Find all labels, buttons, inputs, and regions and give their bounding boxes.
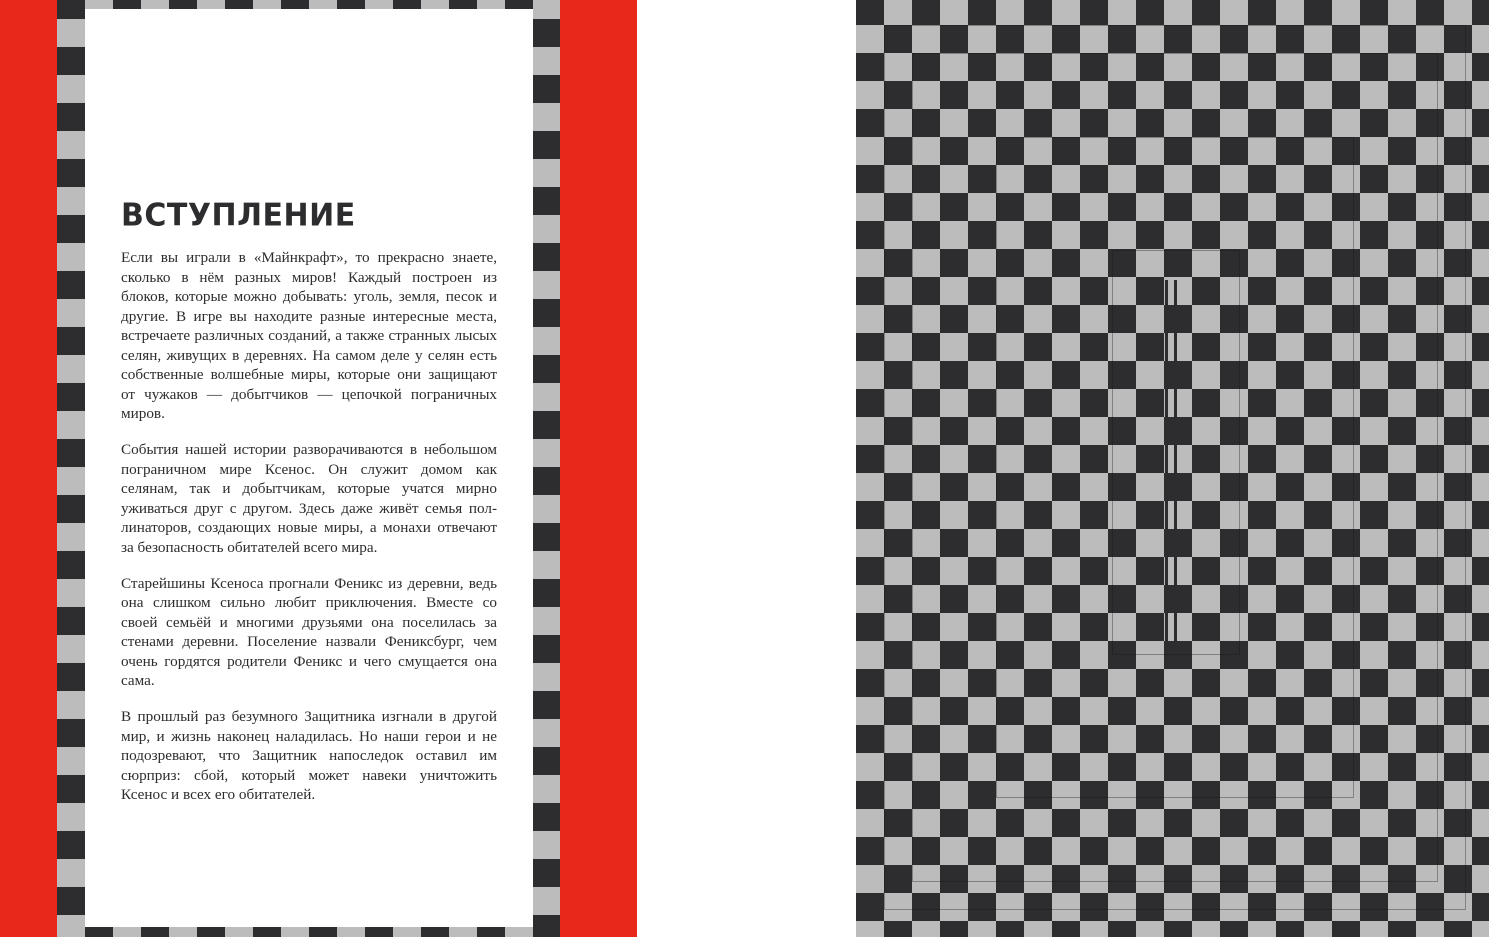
paragraph-4: В прошлый раз безумного Защитника изгнали в другой мир, и жизнь наконец наладилась. Но наши герои и не подозревают, что Защитник напоследок оставил им сюрприз: сбой, который может навеки уничтожить Ксенос и всех его обитателей. — [121, 708, 497, 803]
chapter-mark-line-right — [1174, 280, 1177, 653]
chapter-heading: ВСТУПЛЕНИЕ — [121, 197, 356, 234]
paragraph-3: Старейшины Ксеноса прогнали Феникс из деревни, ведь она слишком сильно любит приключения. Вместе со своей семьёй и многими друзьями она поселилась за стенами деревни. Поселение назвали Фениксбург, чем очень гордятся родители Феникс и чего смущается она сама. — [121, 574, 497, 689]
paragraph-1: Если вы играли в «Майнкрафт», то прекрасно знаете, сколько в нём разных миров! Каждый построен из блоков, которые можно добывать: уголь, земля, песок и другие. В игре вы находите разные интересные места, встречаете различных созданий, а также странных лысых селян, живущих в деревнях. На самом деле у селян есть собственные волшебные миры, которые они защищают от чужаков — добытчиков — цепочкой пограничных миров. — [121, 249, 497, 422]
paragraph-2: События нашей истории разворачиваются в небольшом пограничном мире Ксенос. Он служит домом как селянам, так и добытчикам, которые учатся мирно уживаться друг с другом. Здесь даже живёт семья поллинаторов, создающих новые миры, а монахи отвечают за безопасность обитателей всего мира. — [121, 441, 497, 556]
intro-text — [121, 248, 497, 821]
chapter-mark-line-left — [1165, 280, 1168, 653]
right-page-checker-pattern — [856, 0, 1489, 937]
